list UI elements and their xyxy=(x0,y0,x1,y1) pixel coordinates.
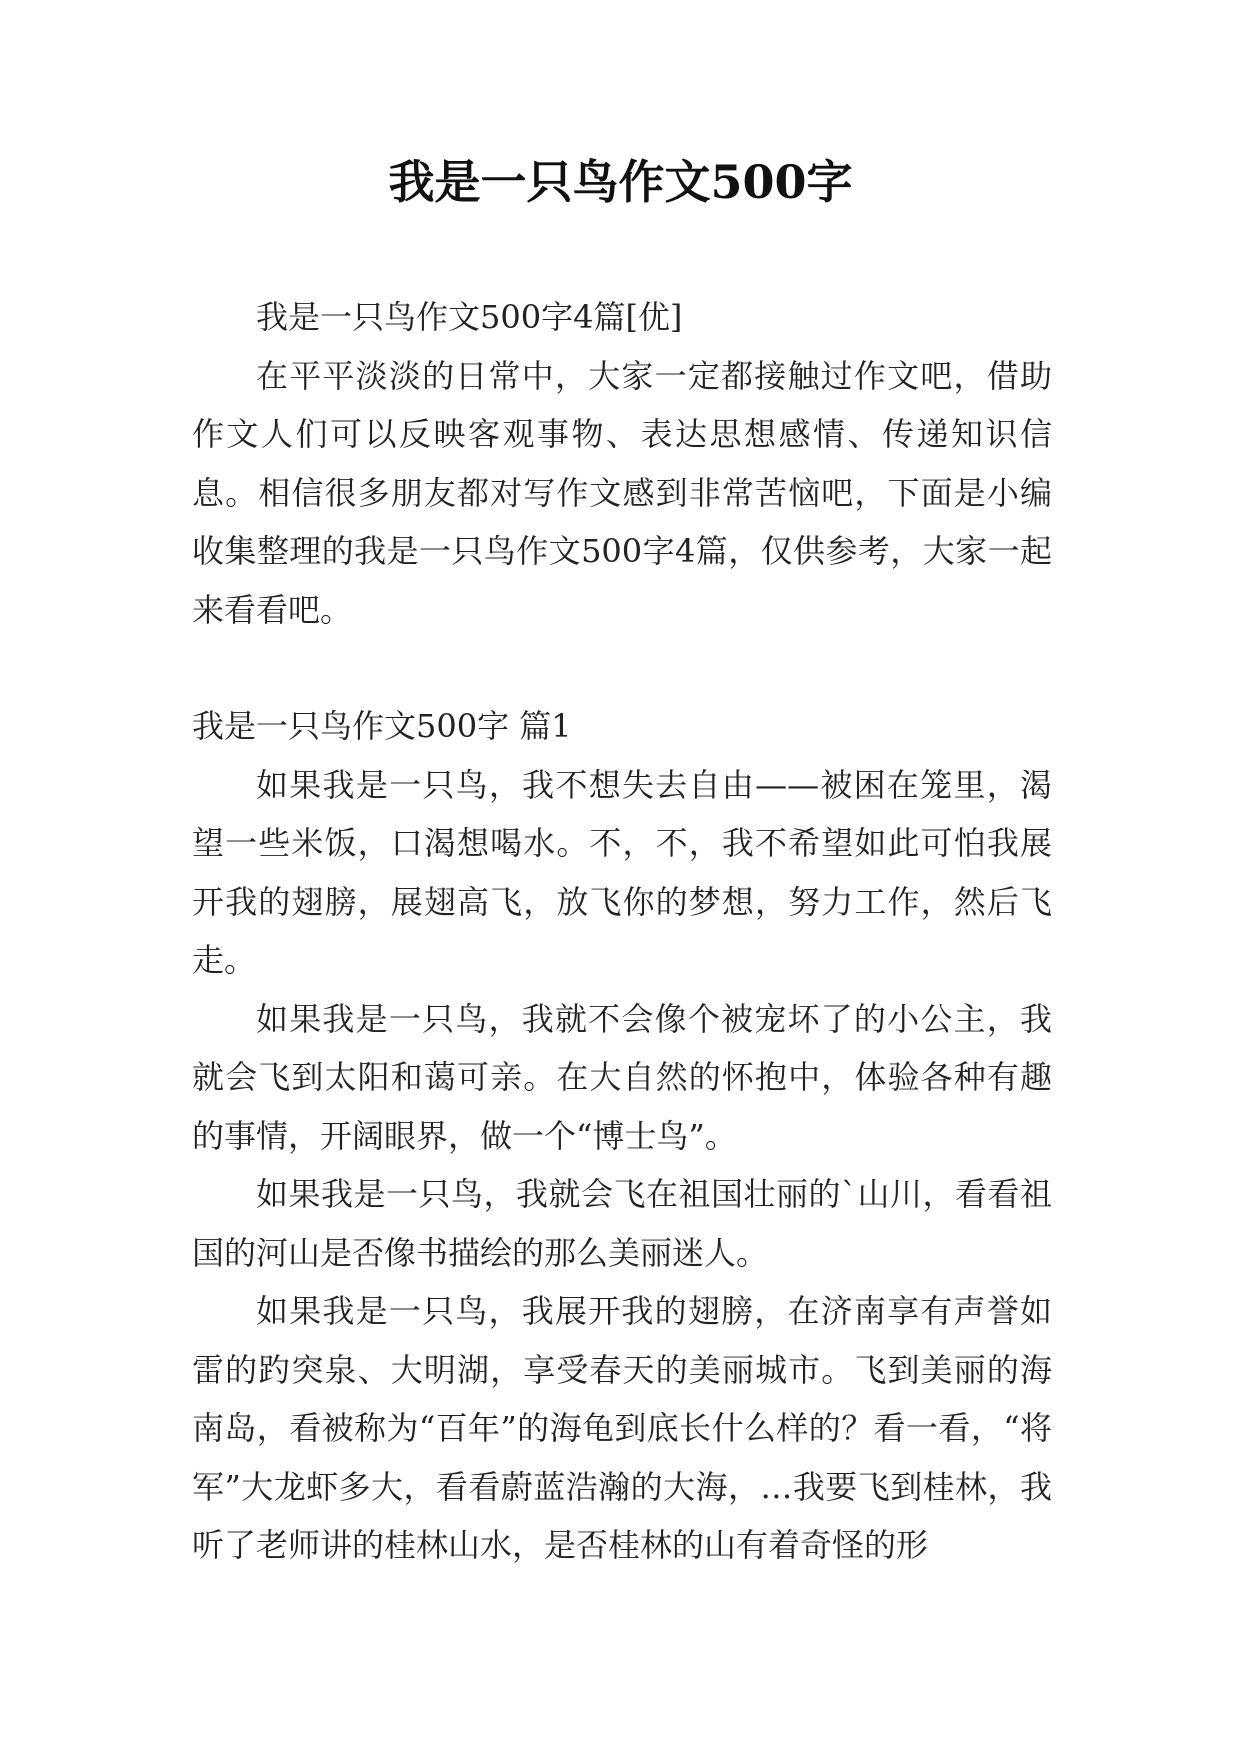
body-paragraph: 如果我是一只鸟，我展开我的翅膀，在济南享有声誉如雷的趵突泉、大明湖，享受春天的美丽城市。飞到美丽的海南岛，看被称为“百年”的海龟到底长什么样的？看一看，“将军”大龙虾多大，看看蔚蓝浩瀚的大海，…我要飞到桂林，我听了老师讲的桂林山水，是否桂林的山有着奇怪的形 xyxy=(192,1292,1052,1564)
document-body xyxy=(192,288,1052,1575)
body-paragraph: 如果我是一只鸟，我就会飞在祖国壮丽的`山川，看看祖国的河山是否像书描绘的那么美丽迷人。 xyxy=(192,1175,1052,1272)
intro-paragraph: 在平平淡淡的日常中，大家一定都接触过作文吧，借助作文人们可以反映客观事物、表达思想感情、传递知识信息。相信很多朋友都对写作文感到非常苦恼吧，下面是小编收集整理的我是一只鸟作文500字4篇，仅供参考，大家一起来看看吧。 xyxy=(192,356,1052,629)
document-title: 我是一只鸟作文500字 xyxy=(388,155,853,209)
section-heading: 我是一只鸟作文500字 篇1 xyxy=(192,707,572,745)
subtitle-line: 我是一只鸟作文500字4篇[优] xyxy=(256,298,683,336)
body-paragraph: 如果我是一只鸟，我不想失去自由——被困在笼里，渴望一些米饭，口渴想喝水。不，不，我不希望如此可怕我展开我的翅膀，展翅高飞，放飞你的梦想，努力工作，然后飞走。 xyxy=(192,765,1052,979)
body-paragraph: 如果我是一只鸟，我就不会像个被宠坏了的小公主，我就会飞到太阳和蔼可亲。在大自然的怀抱中，体验各种有趣的事情，开阔眼界，做一个“博士鸟”。 xyxy=(192,999,1052,1155)
